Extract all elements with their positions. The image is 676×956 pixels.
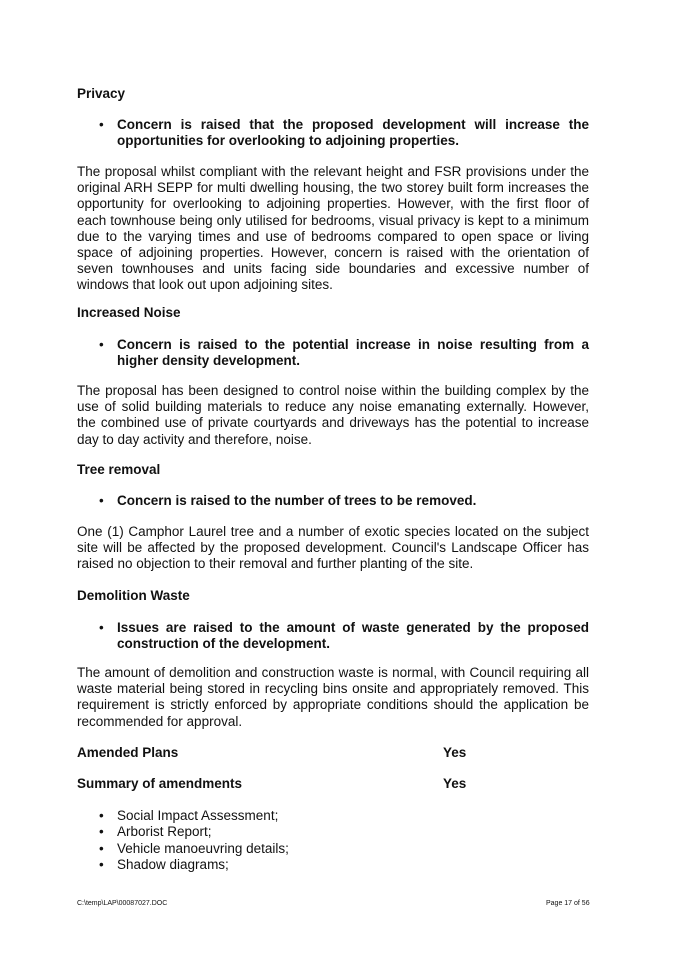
list-item-text: Vehicle manoeuvring details; xyxy=(117,840,289,856)
section-heading-noise: Increased Noise xyxy=(77,305,181,320)
bullet: • xyxy=(99,337,104,352)
summary-of-amendments-label: Summary of amendments xyxy=(77,776,243,791)
amended-plans-value: Yes xyxy=(443,745,467,760)
bullet: • xyxy=(99,824,104,840)
bullet: • xyxy=(99,840,104,856)
list-item xyxy=(99,857,289,873)
list-item-text: Social Impact Assessment; xyxy=(117,808,279,823)
bullet: • xyxy=(99,856,104,872)
section-heading-demolition-waste: Demolition Waste xyxy=(77,588,190,603)
paragraph-tree-removal: One (1) Camphor Laurel tree and a number of exotic species located on the subject site will be affected by the proposed development. Council's Landscape Officer has raised no objection to their removal and further planting of the site. xyxy=(77,524,589,572)
list-item xyxy=(99,808,289,824)
summary-of-amendments-value: Yes xyxy=(443,776,467,791)
list-item-text: Arborist Report; xyxy=(117,824,212,840)
concern-demolition-waste xyxy=(99,620,589,652)
footer-page-number: Page 17 of 56 xyxy=(546,900,590,907)
paragraph-demolition-waste: The amount of demolition and construction waste is normal, with Council requiring all waste material being stored in recycling bins onsite and appropriately removed. This requirement is strictly enforced by appropriate conditions should the application be recommended for approval. xyxy=(77,665,589,729)
section-heading-tree-removal: Tree removal xyxy=(77,462,161,477)
concern-text-tree-removal: Concern is raised to the number of trees to be removed. xyxy=(117,493,477,508)
amendments-list xyxy=(99,808,289,873)
amended-plans-label: Amended Plans xyxy=(77,745,179,760)
paragraph-noise: The proposal has been designed to control noise within the building complex by the use of solid building materials to reduce any noise emanating externally. However, the combined use of private courtyards and driveways has the potential to increase day to day activity and therefore, noise. xyxy=(77,383,589,447)
list-item xyxy=(99,841,289,857)
list-item xyxy=(99,824,289,840)
paragraph-privacy: The proposal whilst compliant with the relevant height and FSR provisions under the original ARH SEPP for multi dwelling housing, the two storey built form increases the opportunity for overlooking to adjoining properties. However, with the first floor of each townhouse being only utilised for bedrooms, visual privacy is kept to a minimum due to the varying times and use of bedrooms compared to open space or living space of adjoining properties. However, concern is raised with the orientation of seven townhouses and units facing side boundaries and excessive number of windows that look out upon adjoining sites. xyxy=(77,164,589,293)
concern-text-demolition-waste: Issues are raised to the amount of waste generated by the proposed construction of the development. xyxy=(117,620,589,651)
footer-file-path: C:\temp\LAP\00087027.DOC xyxy=(77,900,168,907)
concern-text-privacy: Concern is raised that the proposed development will increase the opportunities for overlooking to adjoining properties. xyxy=(117,117,589,148)
bullet: • xyxy=(99,808,104,823)
concern-tree-removal xyxy=(99,493,589,509)
list-item-text: Shadow diagrams; xyxy=(117,856,229,872)
concern-privacy xyxy=(99,117,589,149)
bullet: • xyxy=(99,117,104,132)
bullet: • xyxy=(99,493,104,508)
concern-noise xyxy=(99,337,589,369)
concern-text-noise: Concern is raised to the potential increase in noise resulting from a higher density development. xyxy=(117,337,589,368)
section-heading-privacy: Privacy xyxy=(77,86,126,101)
bullet: • xyxy=(99,620,104,635)
